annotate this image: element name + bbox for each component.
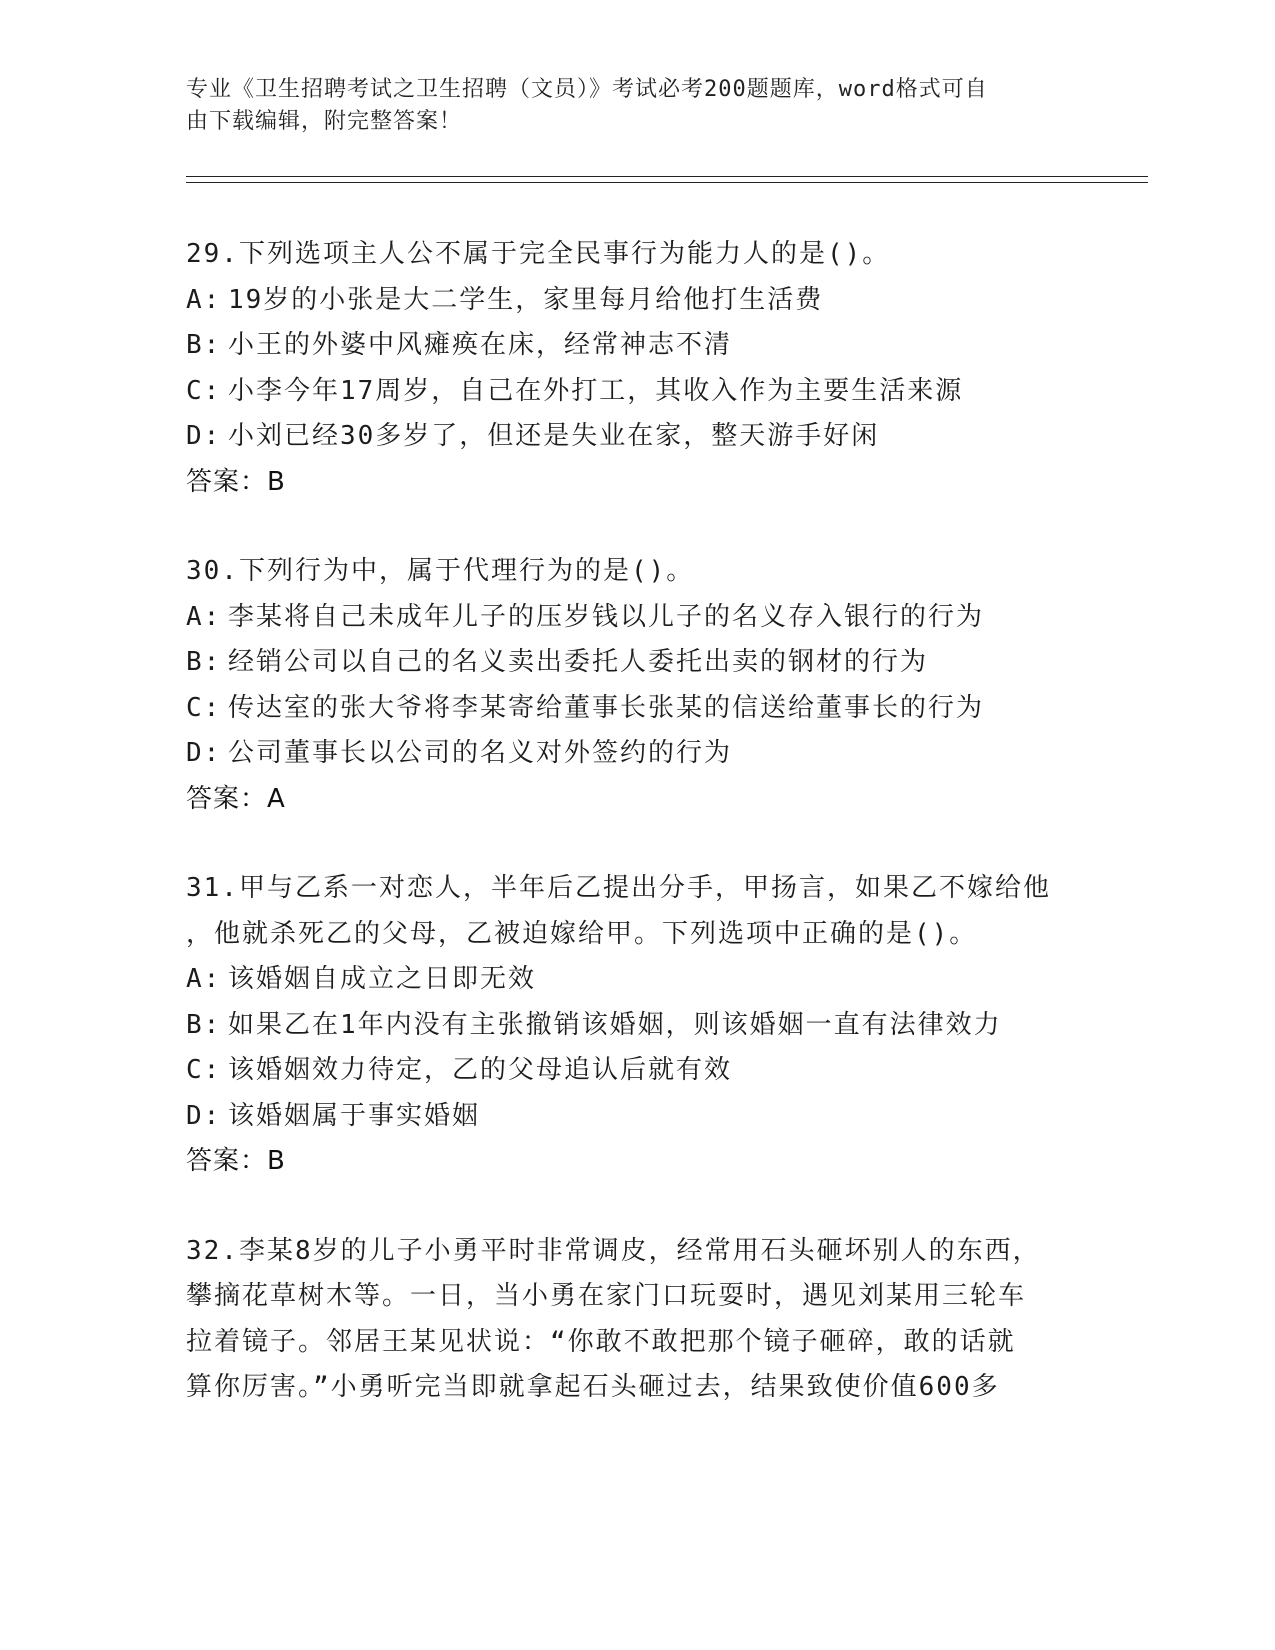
header-line: 专业《卫生招聘考试之卫生招聘（文员）》考试必考200题题库，word格式可自 <box>186 77 988 102</box>
option-text: 小刘已经30多岁了，但还是失业在家，整天游手好闲 <box>228 421 880 451</box>
option-text: 小王的外婆中风瘫痪在床，经常神志不清 <box>228 330 733 360</box>
answer-line: 答案：B <box>186 1146 286 1176</box>
option-label: B: <box>186 647 222 677</box>
question-32 <box>186 1229 1086 1411</box>
document-header <box>186 74 1066 138</box>
question-list <box>186 232 1086 1455</box>
option-label: B: <box>186 330 222 360</box>
option-label: D: <box>186 1100 222 1131</box>
option-b <box>186 640 1086 686</box>
answer-line: 答案：B <box>186 466 286 497</box>
option-text: 19岁的小张是大二学生，家里每月给他打生活费 <box>228 284 824 315</box>
option-b <box>186 323 1086 369</box>
option-a <box>186 957 1086 1003</box>
question-stem: 29.下列选项主人公不属于完全民事行为能力人的是()。 <box>186 239 891 269</box>
option-c <box>186 369 1086 415</box>
option-b <box>186 1003 1086 1049</box>
option-text: 李某将自己未成年儿子的压岁钱以儿子的名义存入银行的行为 <box>228 601 985 632</box>
question-30 <box>186 549 1086 822</box>
option-text: 该婚姻自成立之日即无效 <box>228 964 537 994</box>
option-d <box>186 731 1086 777</box>
question-stem: 拉着镜子。邻居王某见状说：“你敢不敢把那个镜子砸碎，敢的话就 <box>186 1326 1016 1357</box>
option-label: A: <box>186 284 222 315</box>
option-text: 小李今年17周岁，自己在外打工，其收入作为主要生活来源 <box>228 375 964 406</box>
option-text: 公司董事长以公司的名义对外签约的行为 <box>228 738 733 768</box>
option-text: 传达室的张大爷将李某寄给董事长张某的信送给董事长的行为 <box>228 692 985 723</box>
answer-line: 答案：A <box>186 783 286 814</box>
question-stem: 31.甲与乙系一对恋人，半年后乙提出分手，甲扬言，如果乙不嫁给他 <box>186 873 1051 903</box>
question-stem: ，他就杀死乙的父母，乙被迫嫁给甲。下列选项中正确的是()。 <box>186 918 978 949</box>
header-divider <box>186 176 1148 183</box>
question-stem: 攀摘花草树木等。一日，当小勇在家门口玩耍时，遇见刘某用三轮车 <box>186 1281 1027 1311</box>
question-stem: 30.下列行为中，属于代理行为的是()。 <box>186 556 695 586</box>
option-label: D: <box>186 421 222 451</box>
option-label: C: <box>186 1055 222 1085</box>
option-c <box>186 1048 1086 1094</box>
question-stem: 算你厉害。”小勇听完当即就拿起石头砸过去，结果致使价值600多 <box>186 1372 1000 1402</box>
option-label: A: <box>186 601 222 632</box>
option-text: 该婚姻效力待定，乙的父母追认后就有效 <box>228 1055 733 1085</box>
option-a <box>186 278 1086 324</box>
option-a <box>186 595 1086 641</box>
option-text: 如果乙在1年内没有主张撤销该婚姻，则该婚姻一直有法律效力 <box>228 1009 1002 1040</box>
option-label: C: <box>186 692 222 723</box>
option-text: 该婚姻属于事实婚姻 <box>228 1100 481 1131</box>
option-text: 经销公司以自己的名义卖出委托人委托出卖的钢材的行为 <box>228 647 929 677</box>
option-c <box>186 686 1086 732</box>
question-29 <box>186 232 1086 505</box>
option-label: C: <box>186 375 222 406</box>
option-label: D: <box>186 738 222 768</box>
header-line: 由下载编辑，附完整答案！ <box>186 109 463 134</box>
question-31 <box>186 866 1086 1185</box>
question-stem: 32.李某8岁的儿子小勇平时非常调皮，经常用石头砸坏别人的东西， <box>186 1235 1041 1266</box>
option-d <box>186 1094 1086 1140</box>
option-d <box>186 414 1086 460</box>
option-label: B: <box>186 1009 222 1040</box>
option-label: A: <box>186 964 222 994</box>
